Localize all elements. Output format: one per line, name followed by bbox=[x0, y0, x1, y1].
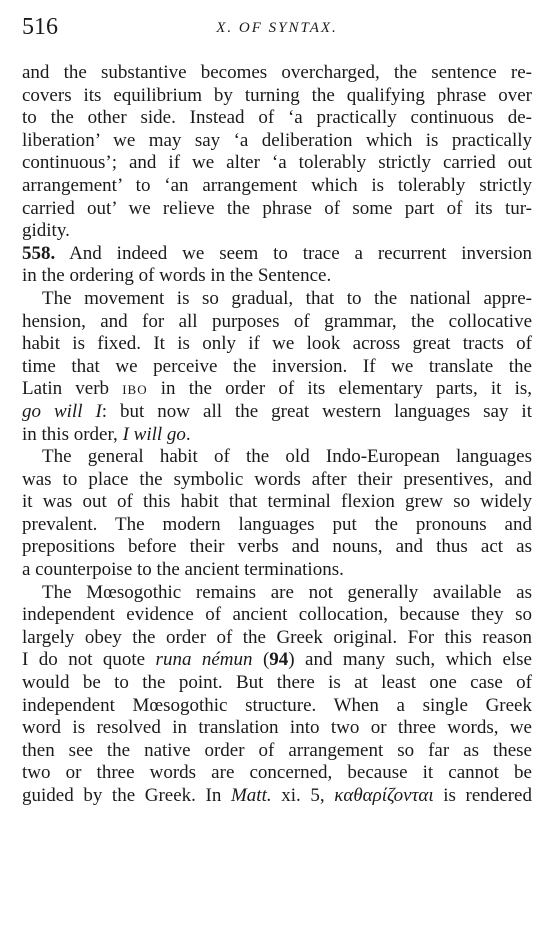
text-line bbox=[22, 582, 532, 605]
italic-text: go will I bbox=[22, 400, 102, 422]
text-line bbox=[22, 243, 532, 266]
text-run: carried out’ we relieve the phrase of some part of its tur- bbox=[22, 197, 532, 219]
text-line bbox=[22, 627, 532, 650]
text-run: The general habit of the old Indo-European languages bbox=[42, 446, 532, 468]
text-run: was to place the symbolic words after their presentives, and bbox=[22, 468, 532, 490]
italic-text: runa némun bbox=[155, 649, 253, 671]
text-line bbox=[22, 265, 532, 288]
text-line bbox=[22, 559, 532, 582]
text-line bbox=[22, 62, 532, 85]
text-run: prepositions before their verbs and nouns, and thus act as bbox=[22, 536, 532, 558]
text-line bbox=[22, 717, 532, 740]
page-number: 516 bbox=[22, 14, 58, 40]
text-run: I do not quote bbox=[22, 649, 156, 671]
section-number: 94 bbox=[269, 649, 289, 671]
text-line bbox=[22, 378, 532, 401]
text-line bbox=[22, 220, 532, 243]
section-number: 558. bbox=[22, 242, 56, 264]
body-text bbox=[22, 62, 532, 808]
italic-text: καθαρίζονται bbox=[334, 785, 434, 806]
text-run: and the substantive becomes overcharged, the sentence re- bbox=[22, 62, 532, 83]
text-run: is rendered bbox=[433, 785, 532, 806]
text-line bbox=[22, 446, 532, 469]
text-line bbox=[22, 649, 532, 672]
text-line bbox=[22, 514, 532, 537]
text-run: to the other side. Instead of ‘a practically continuous de- bbox=[22, 107, 532, 129]
small-caps-text: IBO bbox=[122, 382, 148, 398]
text-run: would be to the point. But there is at least one case of bbox=[22, 672, 532, 694]
text-line bbox=[22, 288, 532, 311]
text-line bbox=[22, 740, 532, 763]
text-line bbox=[22, 424, 532, 447]
text-line bbox=[22, 762, 532, 785]
page-header bbox=[22, 14, 532, 46]
text-run: a counterpoise to the ancient terminations. bbox=[22, 559, 344, 581]
text-run: largely obey the order of the Greek original. For this reason bbox=[22, 626, 532, 648]
text-line bbox=[22, 198, 532, 221]
text-run: two or three words are concerned, because it cannot be bbox=[22, 762, 532, 784]
running-title: X. OF SYNTAX. bbox=[216, 20, 338, 36]
text-line bbox=[22, 401, 532, 424]
text-run: ( bbox=[252, 649, 270, 671]
text-run: in the ordering of words in the Sentence. bbox=[22, 265, 332, 287]
text-run: it was out of this habit that terminal flexion grew so widely bbox=[22, 491, 532, 513]
text-run: The movement is so gradual, that to the national appre- bbox=[42, 287, 532, 309]
text-line bbox=[22, 356, 532, 379]
text-line bbox=[22, 695, 532, 718]
text-run: arrangement’ to ‘an arrangement which is tolerably strictly bbox=[22, 174, 532, 196]
text-run: gidity. bbox=[22, 220, 70, 242]
text-line bbox=[22, 311, 532, 334]
text-run: then see the native order of arrangement so far as these bbox=[22, 739, 532, 761]
text-line bbox=[22, 152, 532, 175]
text-run: guided by the Greek. In bbox=[22, 785, 231, 806]
text-run: habit is fixed. It is only if we look across great tracts of bbox=[22, 333, 532, 355]
text-line bbox=[22, 491, 532, 514]
text-run: ) and many such, which else bbox=[288, 649, 532, 671]
italic-text: Matt. bbox=[230, 785, 272, 806]
text-run: in the order of its elementary parts, it is, bbox=[147, 378, 532, 400]
text-line bbox=[22, 85, 532, 108]
text-line bbox=[22, 333, 532, 356]
text-run: word is resolved in translation into two or three words, we bbox=[22, 717, 532, 739]
text-line bbox=[22, 672, 532, 695]
text-run: : but now all the great western languages say it bbox=[101, 400, 532, 422]
italic-text: I will go bbox=[122, 423, 186, 445]
text-run: hension, and for all purposes of grammar, the collocative bbox=[22, 310, 532, 332]
text-run: The Mœsogothic remains are not generally available as bbox=[42, 581, 532, 603]
text-run: Latin verb bbox=[22, 378, 123, 400]
text-run: independent evidence of ancient collocation, because they so bbox=[22, 604, 532, 626]
text-line bbox=[22, 604, 532, 627]
text-run: . bbox=[185, 423, 191, 445]
text-run: covers its equilibrium by turning the qualifying phrase over bbox=[22, 84, 532, 106]
text-line bbox=[22, 130, 532, 153]
text-line bbox=[22, 175, 532, 198]
text-run: xi. 5, bbox=[271, 785, 335, 806]
text-line bbox=[22, 107, 532, 130]
text-run: prevalent. The modern languages put the pronouns and bbox=[22, 513, 532, 535]
text-run: continuous’; and if we alter ‘a tolerably strictly carried out bbox=[22, 152, 532, 174]
text-line bbox=[22, 536, 532, 559]
text-line bbox=[22, 469, 532, 492]
text-line bbox=[22, 785, 532, 808]
text-run: And indeed we seem to trace a recurrent inversion bbox=[55, 242, 532, 264]
text-run: in this order, bbox=[22, 423, 123, 445]
text-run: liberation’ we may say ‘a deliberation which is practically bbox=[22, 129, 532, 151]
text-run: time that we perceive the inversion. If we translate the bbox=[22, 355, 532, 377]
text-run: independent Mœsogothic structure. When a single Greek bbox=[22, 694, 532, 716]
